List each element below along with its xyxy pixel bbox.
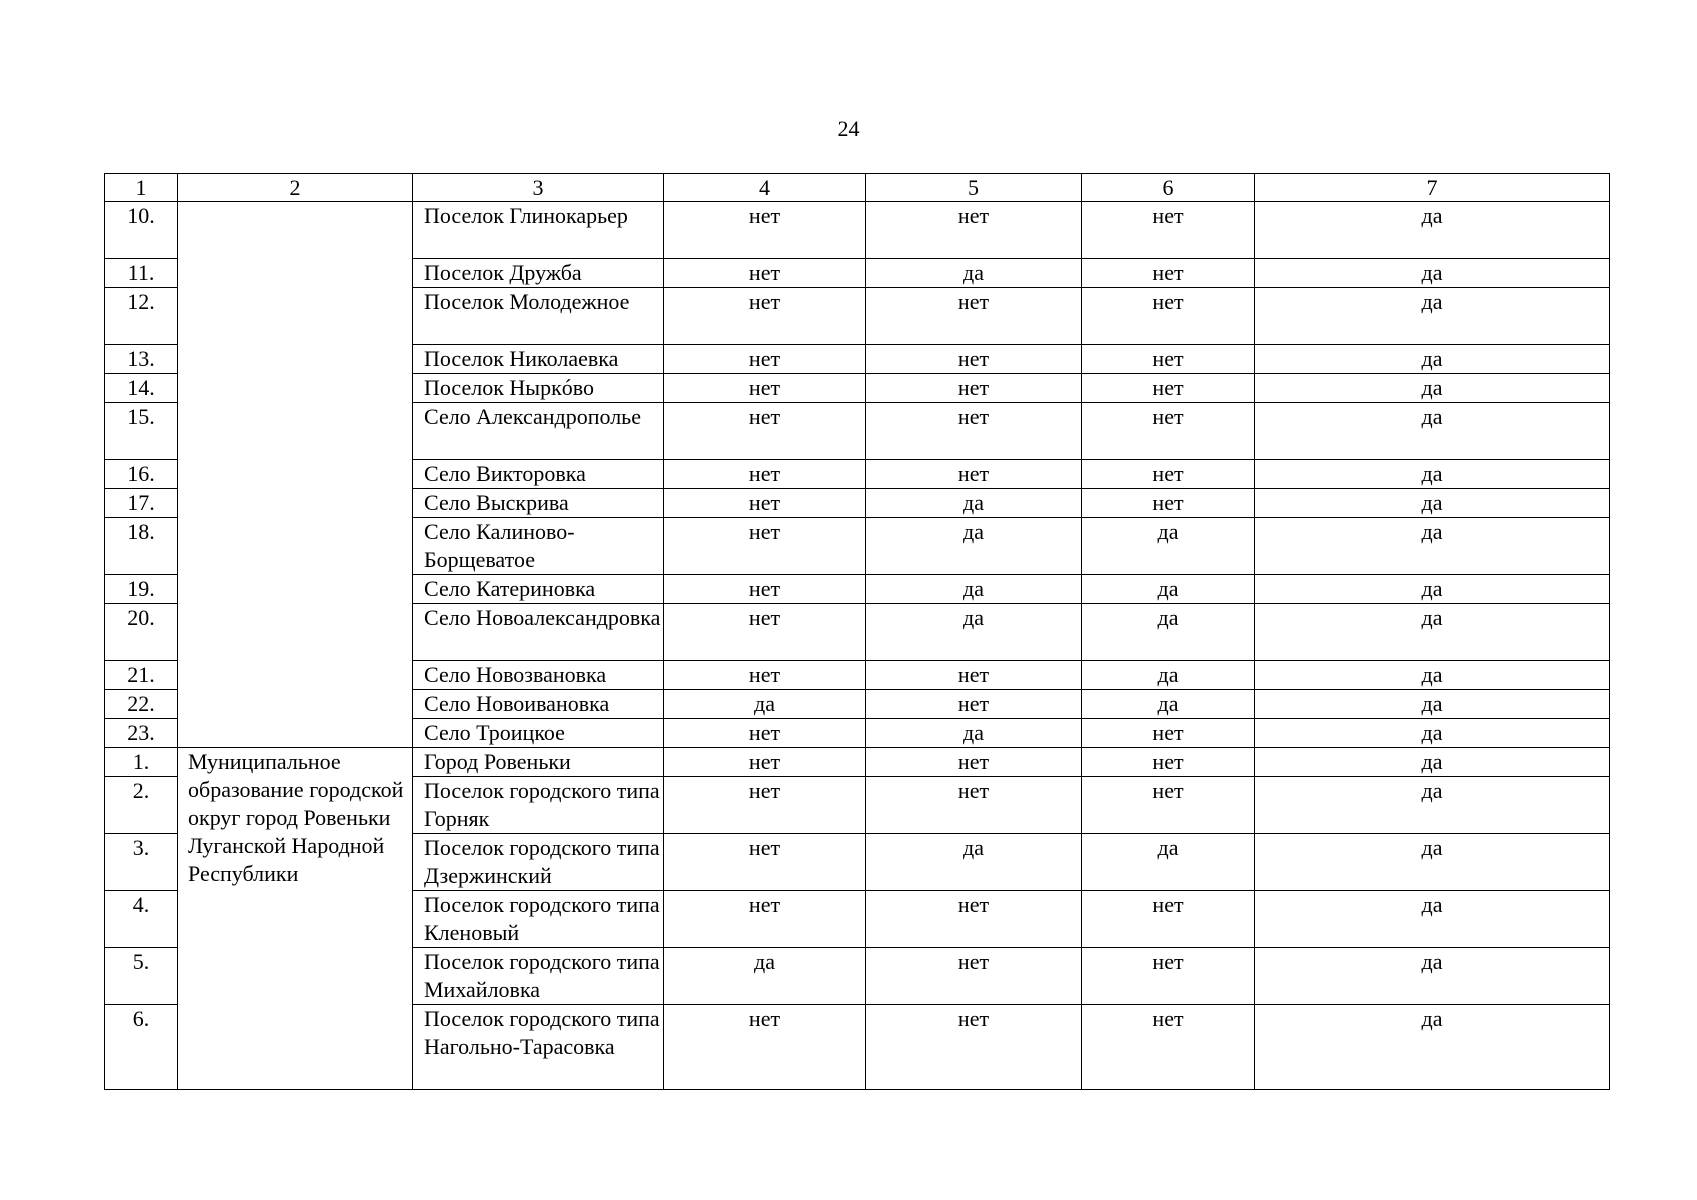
col4-value: нет <box>664 288 866 345</box>
col4-value: нет <box>664 518 866 575</box>
col5-value: нет <box>866 777 1082 834</box>
col4-value: нет <box>664 891 866 948</box>
row-number: 23. <box>105 719 178 748</box>
col6-value: да <box>1082 690 1255 719</box>
settlement-name: Село Троицкое <box>413 719 664 748</box>
col5-value: нет <box>866 748 1082 777</box>
table-header <box>105 174 1610 202</box>
settlement-name: Город Ровеньки <box>413 748 664 777</box>
col6-value: нет <box>1082 948 1255 1005</box>
col4-value: нет <box>664 719 866 748</box>
col6-value: нет <box>1082 345 1255 374</box>
col6-value: нет <box>1082 1005 1255 1090</box>
col7-value: да <box>1255 259 1610 288</box>
header-row <box>105 174 1610 202</box>
col5-value: нет <box>866 460 1082 489</box>
col5-value: да <box>866 719 1082 748</box>
row-number: 1. <box>105 748 178 777</box>
col5-value: нет <box>866 345 1082 374</box>
row-number: 5. <box>105 948 178 1005</box>
row-number: 2. <box>105 777 178 834</box>
settlement-name: Село Новоалександровка <box>413 604 664 661</box>
row-number: 20. <box>105 604 178 661</box>
table-row <box>105 202 1610 259</box>
col6-value: нет <box>1082 374 1255 403</box>
municipality-name: Муниципальное образование городской округ город Ровеньки Луганской Народной Республики <box>178 748 413 1090</box>
row-number: 17. <box>105 489 178 518</box>
col4-value: нет <box>664 661 866 690</box>
col6-value: нет <box>1082 489 1255 518</box>
row-number: 3. <box>105 834 178 891</box>
col5-value: нет <box>866 948 1082 1005</box>
row-number: 21. <box>105 661 178 690</box>
col7-value: да <box>1255 719 1610 748</box>
header-cell-4: 4 <box>664 174 866 202</box>
municipality-cell-empty <box>178 202 413 748</box>
col7-value: да <box>1255 202 1610 259</box>
col7-value: да <box>1255 604 1610 661</box>
col5-value: нет <box>866 202 1082 259</box>
settlements-table <box>104 173 1610 1090</box>
col4-value: нет <box>664 403 866 460</box>
header-cell-3: 3 <box>413 174 664 202</box>
col7-value: да <box>1255 834 1610 891</box>
settlement-name: Поселок городского типа Дзержинский <box>413 834 664 891</box>
table-body <box>105 202 1610 1090</box>
col7-value: да <box>1255 518 1610 575</box>
col4-value: нет <box>664 834 866 891</box>
settlement-name: Село Новоивановка <box>413 690 664 719</box>
table-row <box>105 748 1610 777</box>
settlement-name: Поселок Николаевка <box>413 345 664 374</box>
col4-value: нет <box>664 575 866 604</box>
row-number: 16. <box>105 460 178 489</box>
col7-value: да <box>1255 489 1610 518</box>
col4-value: да <box>664 948 866 1005</box>
header-cell-6: 6 <box>1082 174 1255 202</box>
col4-value: нет <box>664 1005 866 1090</box>
col6-value: да <box>1082 834 1255 891</box>
col4-value: нет <box>664 748 866 777</box>
settlement-name: Поселок городского типа Кленовый <box>413 891 664 948</box>
col4-value: нет <box>664 489 866 518</box>
settlement-name: Поселок городского типа Горняк <box>413 777 664 834</box>
settlement-name: Поселок Дружба <box>413 259 664 288</box>
col5-value: нет <box>866 690 1082 719</box>
col6-value: нет <box>1082 719 1255 748</box>
col5-value: нет <box>866 374 1082 403</box>
settlement-name: Поселок городского типа Михайловка <box>413 948 664 1005</box>
col6-value: да <box>1082 604 1255 661</box>
settlement-name: Село Александрополье <box>413 403 664 460</box>
settlement-name: Поселок Глинокарьер <box>413 202 664 259</box>
row-number: 13. <box>105 345 178 374</box>
col4-value: нет <box>664 374 866 403</box>
header-cell-2: 2 <box>178 174 413 202</box>
col5-value: да <box>866 518 1082 575</box>
col6-value: нет <box>1082 777 1255 834</box>
col6-value: да <box>1082 518 1255 575</box>
col4-value: нет <box>664 202 866 259</box>
header-cell-7: 7 <box>1255 174 1610 202</box>
col7-value: да <box>1255 575 1610 604</box>
col7-value: да <box>1255 948 1610 1005</box>
settlement-name: Село Викторовка <box>413 460 664 489</box>
col7-value: да <box>1255 748 1610 777</box>
row-number: 4. <box>105 891 178 948</box>
col4-value: нет <box>664 604 866 661</box>
header-cell-5: 5 <box>866 174 1082 202</box>
col6-value: нет <box>1082 403 1255 460</box>
row-number: 14. <box>105 374 178 403</box>
col6-value: нет <box>1082 202 1255 259</box>
col5-value: да <box>866 259 1082 288</box>
row-number: 22. <box>105 690 178 719</box>
col5-value: да <box>866 604 1082 661</box>
page-number: 24 <box>837 116 860 141</box>
settlement-name: Поселок Ныркóво <box>413 374 664 403</box>
col4-value: нет <box>664 259 866 288</box>
col6-value: нет <box>1082 748 1255 777</box>
settlement-name: Поселок Молодежное <box>413 288 664 345</box>
settlement-name: Село Выскрива <box>413 489 664 518</box>
col7-value: да <box>1255 891 1610 948</box>
row-number: 6. <box>105 1005 178 1090</box>
col7-value: да <box>1255 1005 1610 1090</box>
col5-value: нет <box>866 403 1082 460</box>
col6-value: нет <box>1082 891 1255 948</box>
col7-value: да <box>1255 661 1610 690</box>
col4-value: да <box>664 690 866 719</box>
settlement-name: Село Новозвановка <box>413 661 664 690</box>
col7-value: да <box>1255 374 1610 403</box>
row-number: 19. <box>105 575 178 604</box>
settlement-name: Село Катериновка <box>413 575 664 604</box>
col7-value: да <box>1255 403 1610 460</box>
col7-value: да <box>1255 777 1610 834</box>
row-number: 12. <box>105 288 178 345</box>
col5-value: да <box>866 575 1082 604</box>
col6-value: нет <box>1082 259 1255 288</box>
row-number: 11. <box>105 259 178 288</box>
settlement-name: Поселок городского типа Нагольно-Тарасовка <box>413 1005 664 1090</box>
col6-value: да <box>1082 661 1255 690</box>
col4-value: нет <box>664 345 866 374</box>
col6-value: нет <box>1082 288 1255 345</box>
col5-value: да <box>866 834 1082 891</box>
settlement-name: Село Калиново-Борщеватое <box>413 518 664 575</box>
col6-value: да <box>1082 575 1255 604</box>
col4-value: нет <box>664 460 866 489</box>
col5-value: нет <box>866 288 1082 345</box>
col5-value: нет <box>866 1005 1082 1090</box>
header-cell-1: 1 <box>105 174 178 202</box>
col6-value: нет <box>1082 460 1255 489</box>
col5-value: нет <box>866 661 1082 690</box>
col5-value: нет <box>866 891 1082 948</box>
row-number: 10. <box>105 202 178 259</box>
col7-value: да <box>1255 288 1610 345</box>
row-number: 15. <box>105 403 178 460</box>
row-number: 18. <box>105 518 178 575</box>
col5-value: да <box>866 489 1082 518</box>
col4-value: нет <box>664 777 866 834</box>
col7-value: да <box>1255 345 1610 374</box>
col7-value: да <box>1255 460 1610 489</box>
col7-value: да <box>1255 690 1610 719</box>
